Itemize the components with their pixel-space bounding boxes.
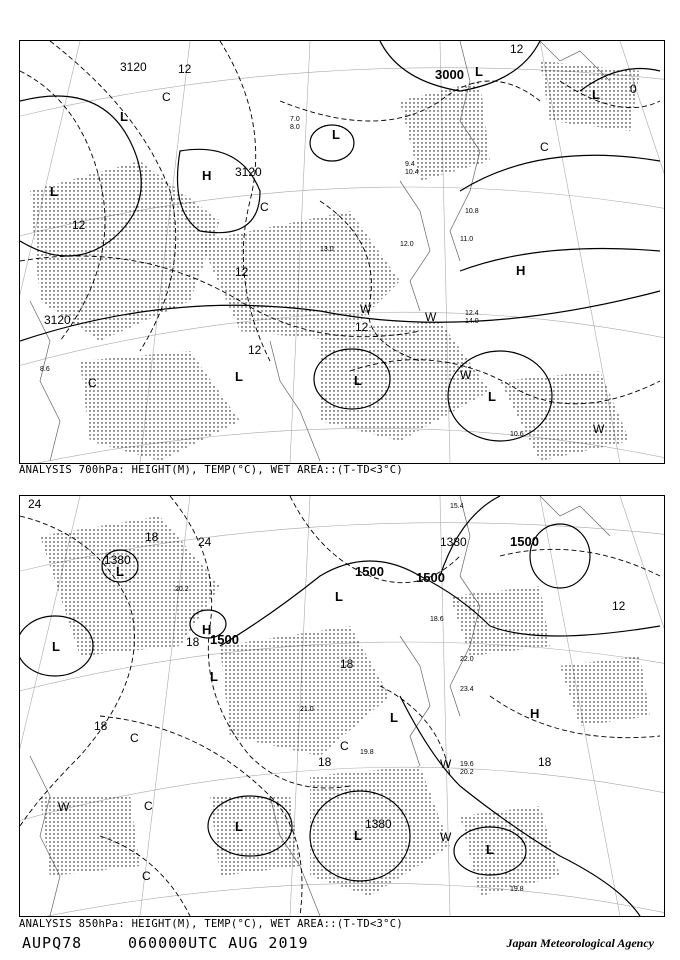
low-center: L — [50, 184, 58, 199]
station-value: 15.4 — [450, 503, 464, 510]
warm-center: W — [460, 368, 472, 382]
low-center: L — [332, 127, 340, 142]
height-label: 1380 — [104, 553, 131, 567]
low-center: L — [390, 710, 398, 725]
station-value: 14.0 — [465, 318, 479, 325]
warm-center: W — [360, 302, 372, 316]
low-center: L — [486, 842, 494, 857]
height-label: 3120 — [235, 165, 262, 179]
station-value: 23.4 — [460, 686, 474, 693]
temp-label: 24 — [28, 497, 42, 511]
station-value: 9.4 — [405, 161, 415, 168]
temp-label: 18 — [145, 530, 159, 544]
agency-name: Japan Meteorological Agency — [506, 936, 654, 950]
cold-center: C — [340, 739, 349, 753]
cold-center: C — [540, 140, 549, 154]
cold-center: C — [260, 200, 269, 214]
height-label: 1380 — [440, 535, 467, 549]
low-center: L — [335, 589, 343, 604]
temp-label: 18 — [318, 755, 332, 769]
temp-label: 12 — [235, 265, 249, 279]
height-label: 1500 — [210, 632, 239, 647]
cold-center: C — [162, 90, 171, 104]
height-label: 1500 — [510, 534, 539, 549]
station-value: 19.6 — [460, 761, 474, 768]
low-center: L — [235, 819, 243, 834]
cold-center: C — [144, 799, 153, 813]
map-700hpa — [19, 40, 665, 464]
warm-center: W — [440, 757, 452, 771]
station-value: 13.0 — [320, 246, 334, 253]
valid-time: 060000UTC AUG 2019 — [128, 934, 309, 952]
warm-center: W — [440, 830, 452, 844]
low-center: L — [475, 64, 483, 79]
temp-label: 18 — [94, 719, 108, 733]
height-label: 3120 — [120, 60, 147, 74]
temp-label: 12 — [510, 42, 524, 56]
warm-center: W — [425, 310, 437, 324]
height-label: 3000 — [435, 67, 464, 82]
cold-center: C — [88, 376, 97, 390]
temp-label: 0 — [630, 82, 637, 96]
temp-label: 18 — [340, 657, 354, 671]
height-label: 1500 — [416, 570, 445, 585]
chart-code: AUPQ78 — [22, 934, 83, 952]
station-value: 10.8 — [465, 208, 479, 215]
warm-center: W — [58, 800, 70, 814]
temp-label: 12 — [248, 343, 262, 357]
map-700hpa-canvas — [20, 41, 664, 463]
station-value: 21.0 — [300, 706, 314, 713]
temp-label: 18 — [538, 755, 552, 769]
map-850hpa — [19, 495, 665, 917]
temp-label: 24 — [198, 535, 212, 549]
station-value: 11.0 — [460, 236, 474, 243]
temp-label: 12 — [178, 62, 192, 76]
height-label: 1380 — [365, 817, 392, 831]
station-value: 20.2 — [460, 769, 474, 776]
high-center: H — [516, 263, 526, 278]
station-value: 18.6 — [430, 616, 444, 623]
low-center: L — [354, 373, 362, 388]
station-value: 22.0 — [460, 656, 474, 663]
station-value: 10.4 — [405, 169, 419, 176]
temp-label: 12 — [612, 599, 626, 613]
station-value: 10.6 — [510, 431, 524, 438]
low-center: L — [488, 389, 496, 404]
low-center: L — [52, 639, 60, 654]
station-value: 20.2 — [175, 586, 189, 593]
low-center: L — [354, 828, 362, 843]
high-center: H — [202, 168, 212, 183]
height-label: 3120 — [44, 313, 71, 327]
low-center: L — [116, 564, 124, 579]
low-center: L — [235, 369, 243, 384]
height-label: 1500 — [355, 564, 384, 579]
station-value: 19.8 — [510, 886, 524, 893]
station-value: 12.4 — [465, 310, 479, 317]
wet-areas — [40, 516, 650, 896]
station-value: 8.0 — [290, 124, 300, 131]
caption-700hpa: ANALYSIS 700hPa: HEIGHT(M), TEMP(°C), WET AREA::(T-TD<3°C) — [19, 464, 404, 476]
high-center: H — [530, 706, 540, 721]
temp-label: 12 — [355, 320, 369, 334]
cold-center: C — [142, 869, 151, 883]
warm-center: W — [593, 422, 605, 436]
caption-850hpa: ANALYSIS 850hPa: HEIGHT(M), TEMP(°C), WET AREA::(T-TD<3°C) — [19, 918, 404, 930]
station-value: 19.8 — [360, 749, 374, 756]
map-850hpa-canvas — [20, 496, 664, 916]
station-value: 8.6 — [40, 366, 50, 373]
station-value: 7.0 — [290, 116, 300, 123]
low-center: L — [592, 87, 600, 102]
low-center: L — [210, 669, 218, 684]
low-center: L — [120, 109, 128, 124]
high-center: H — [202, 622, 212, 637]
cold-center: C — [130, 731, 139, 745]
station-value: 12.0 — [400, 241, 414, 248]
temp-label: 12 — [72, 218, 86, 232]
temp-label: 18 — [186, 635, 200, 649]
